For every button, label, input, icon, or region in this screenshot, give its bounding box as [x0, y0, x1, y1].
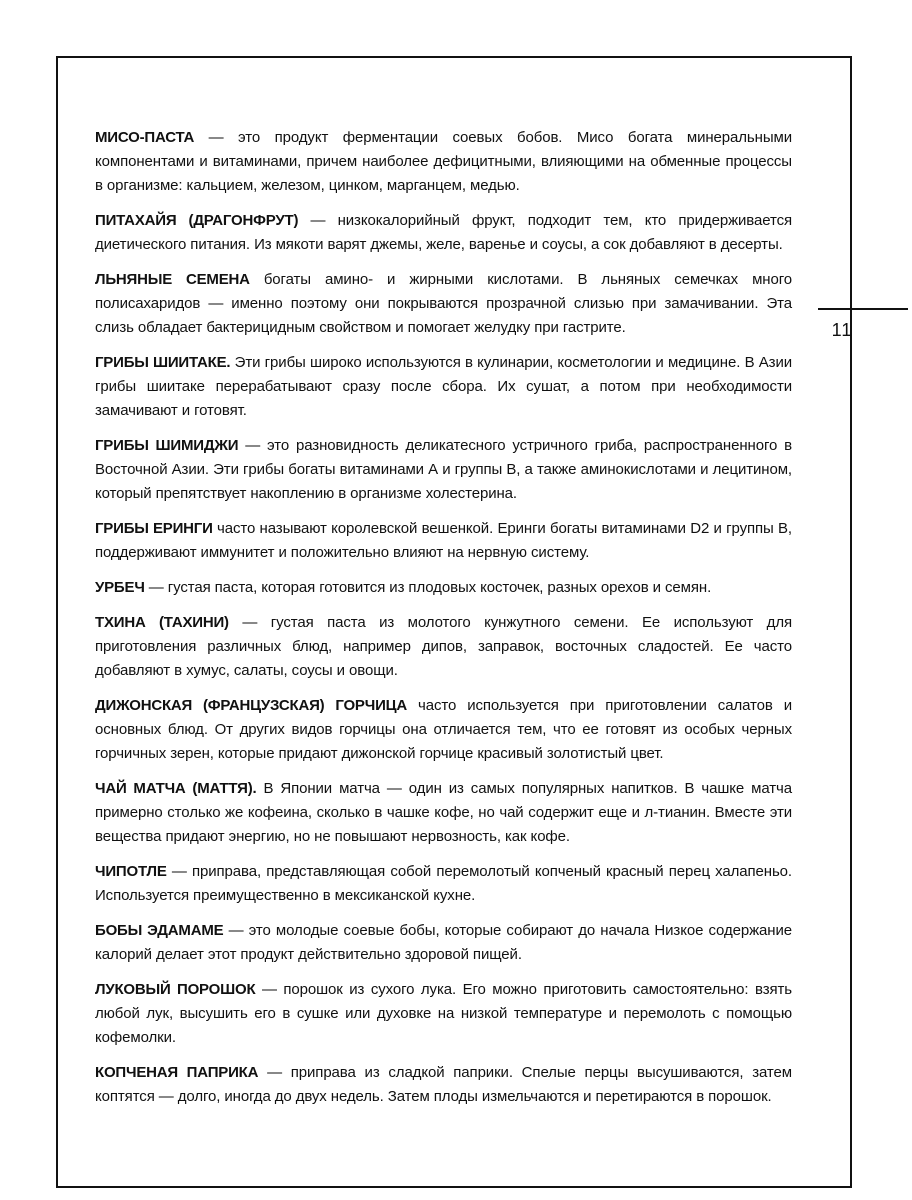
- entry-term: ПИТАХАЙЯ (ДРАГОНФРУТ): [95, 212, 299, 229]
- glossary-entry: [95, 351, 792, 423]
- entry-definition: часто используется при приготовлении салатов и основных блюд. От других видов горчицы она отличается тем, что ее готовят из особых черных горчичных зерен, которые придают дижонской горчице красивый золотистый цвет.: [95, 697, 792, 762]
- entry-definition: — приправа из сладкой паприки. Спелые перцы высушиваются, затем коптятся — долго, иногда до двух недель. Затем плоды измельчаются и перетираются в порошок.: [95, 1064, 792, 1105]
- entry-term: БОБЫ ЭДАМАМЕ: [95, 922, 224, 939]
- glossary-entry: [95, 517, 792, 565]
- entry-definition: — приправа, представляющая собой перемолотый копченый красный перец халапеньо. Используется преимущественно в мексиканской кухне.: [95, 863, 792, 904]
- entry-term: ЧАЙ МАТЧА (МАТТЯ).: [95, 780, 257, 797]
- entry-term: МИСО-ПАСТА: [95, 129, 195, 146]
- entry-term: ЛУКОВЫЙ ПОРОШОК: [95, 981, 256, 998]
- entry-term: ГРИБЫ ЕРИНГИ: [95, 520, 213, 537]
- entry-definition: — это продукт ферментации соевых бобов. Мисо богата минеральными компонентами и витаминами, причем наиболее дефицитными, влияющими на обменные процессы в организме: кальцием, железом, цинком, марганцем, медью.: [95, 129, 792, 194]
- entry-term: ДИЖОНСКАЯ (ФРАНЦУЗСКАЯ) ГОРЧИЦА: [95, 697, 408, 714]
- glossary-entry: [95, 126, 792, 198]
- glossary-text-column: [95, 126, 792, 1120]
- entry-definition: — низкокалорийный фрукт, подходит тем, кто придерживается диетического питания. Из мякоти варят джемы, желе, варенье и соусы, а сок добавляют в десерты.: [95, 212, 792, 253]
- entry-definition: богаты амино- и жирными кислотами. В льняных семечках много полисахаридов — именно поэтому они покрываются прозрачной слизью при замачивании. Эта слизь обладает бактерицидным свойством и помогает желудку при гастрите.: [95, 271, 792, 336]
- page-number: 11: [831, 320, 853, 340]
- glossary-entry: [95, 1061, 792, 1109]
- entry-definition: — густая паста из молотого кунжутного семени. Ее используют для приготовления различных блюд, например дипов, заправок, восточных сладостей. Ее часто добавляют в хумус, салаты, соусы и овощи.: [95, 614, 793, 679]
- glossary-entry: [95, 434, 792, 506]
- page-number-block: [818, 308, 908, 340]
- entry-definition: В Японии матча — один из самых популярных напитков. В чашке матча примерно столько же кофеина, сколько в чашке кофе, но чай содержит еще и л-тианин. Вместе эти вещества придают энергию, но не повышают нервозность, как кофе.: [95, 780, 793, 845]
- entry-term: УРБЕЧ: [95, 579, 145, 596]
- glossary-entry: [95, 694, 792, 766]
- entry-definition: — порошок из сухого лука. Его можно приготовить самостоятельно: взять любой лук, высушить его в сушке или духовке на низкой температуре и перемолоть с помощью кофемолки.: [95, 981, 792, 1046]
- glossary-entry: [95, 777, 792, 849]
- glossary-entry: [95, 576, 792, 600]
- entry-definition: — это молодые соевые бобы, которые собирают до начала Низкое содержание калорий делает этот продукт действительно здоровой пищей.: [95, 922, 792, 963]
- entry-term: ЛЬНЯНЫЕ СЕМЕНА: [95, 271, 250, 288]
- page-number-rule: [818, 308, 908, 310]
- glossary-entry: [95, 860, 792, 908]
- glossary-entry: [95, 209, 792, 257]
- entry-definition: Эти грибы широко используются в кулинарии, косметологии и медицине. В Азии грибы шиитаке перерабатывают сразу после сбора. Их сушат, а потом при необходимости замачивают и готовят.: [95, 354, 792, 419]
- entry-definition: — густая паста, которая готовится из плодовых косточек, разных орехов и семян.: [148, 579, 712, 596]
- entry-term: ТХИНА (ТАХИНИ): [95, 614, 229, 631]
- entry-term: КОПЧЕНАЯ ПАПРИКА: [95, 1064, 259, 1081]
- glossary-entry: [95, 919, 792, 967]
- glossary-entry: [95, 268, 792, 340]
- entry-term: ГРИБЫ ШИМИДЖИ: [95, 437, 239, 454]
- glossary-entry: [95, 611, 792, 683]
- entry-definition: часто называют королевской вешенкой. Еринги богаты витаминами D2 и группы В, поддерживают иммунитет и положительно влияют на нервную систему.: [95, 520, 792, 561]
- entry-term: ЧИПОТЛЕ: [95, 863, 167, 880]
- entry-term: ГРИБЫ ШИИТАКЕ.: [95, 354, 231, 371]
- entry-definition: — это разновидность деликатесного устричного гриба, распространенного в Восточной Азии. Эти грибы богаты витаминами А и группы В, а также аминокислотами и лецитином, который препятствует накоплению в организме холестерина.: [95, 437, 792, 502]
- glossary-entry: [95, 978, 792, 1050]
